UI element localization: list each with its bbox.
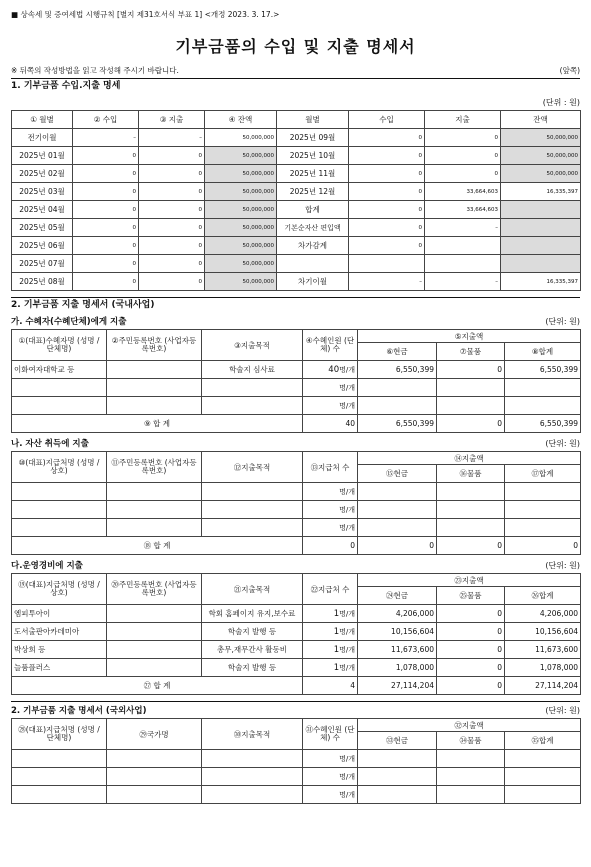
- table-cell: –: [425, 273, 501, 291]
- table-cell: 1,078,000: [505, 659, 581, 677]
- count-unit: 명/개: [339, 663, 355, 672]
- table-cell: [505, 379, 581, 397]
- table-cell: [303, 483, 358, 501]
- table-cell: 2025년 03월: [12, 183, 73, 201]
- table-cell: 0: [349, 201, 425, 219]
- income-expense-body: [12, 129, 581, 291]
- table-cell: 0: [73, 165, 139, 183]
- table-cell: 50,000,000: [205, 201, 277, 219]
- table-cell: 2025년 12월: [277, 183, 349, 201]
- table-cell: 총무,재무간사 활동비: [202, 641, 303, 659]
- table-cell: 0: [139, 183, 205, 201]
- subsection-da-unit: (단위: 원): [545, 560, 580, 570]
- count-unit: 명/개: [339, 627, 355, 636]
- table-cell: 16,335,397: [501, 273, 581, 291]
- table-cell: [303, 623, 358, 641]
- table-cell: [12, 501, 107, 519]
- table-cell: [358, 379, 437, 397]
- table-cell: [303, 379, 358, 397]
- table-cell: 0: [425, 129, 501, 147]
- section-1-title: 1. 기부금품 수입.지출 명세: [11, 78, 580, 94]
- table-cell: 11,673,600: [505, 641, 581, 659]
- table-cell: [501, 255, 581, 273]
- table-cell: 학술지 발행 등: [202, 623, 303, 641]
- header-cell: ㉟합계: [505, 732, 581, 750]
- table-cell: 합계: [277, 201, 349, 219]
- count-value: 1: [333, 662, 340, 673]
- table-cell: [437, 379, 505, 397]
- table-cell: 0: [349, 129, 425, 147]
- table-cell: 0: [349, 183, 425, 201]
- header-cell: ② 수입: [73, 111, 139, 129]
- table-cell: [349, 255, 425, 273]
- count-value: 1: [333, 608, 340, 619]
- table-row: [12, 786, 581, 804]
- header-cell: ㉛수혜인원 (단체) 수: [303, 719, 358, 750]
- table-cell: 학술지 심사료: [202, 361, 303, 379]
- table-cell: [12, 483, 107, 501]
- table-cell: 0: [349, 147, 425, 165]
- count-unit: 명/개: [339, 383, 355, 392]
- table-cell: [202, 768, 303, 786]
- table-cell: 0: [139, 219, 205, 237]
- table-row: [12, 379, 581, 397]
- table-cell: 2025년 06월: [12, 237, 73, 255]
- count-unit: 명/개: [339, 645, 355, 654]
- table-cell: 0: [73, 237, 139, 255]
- table-cell: 2025년 09월: [277, 129, 349, 147]
- table-cell: 2025년 10월: [277, 147, 349, 165]
- header-cell: ⑫지출목적: [202, 452, 303, 483]
- table-cell: 이화여자대학교 등: [12, 361, 107, 379]
- sum-label: ⑨ 합 계: [12, 415, 303, 433]
- table-row: [12, 768, 581, 786]
- header-cell: ⑩(대표)지급처명 (성명 / 상호): [12, 452, 107, 483]
- table-row: [12, 147, 581, 165]
- table-row: [12, 659, 581, 677]
- table-cell: [437, 397, 505, 415]
- count-unit: 명/개: [339, 772, 355, 781]
- section-1-unit: (단위 : 원): [542, 97, 580, 107]
- header-cell: ⑰합계: [505, 465, 581, 483]
- table-cell: [505, 501, 581, 519]
- table-cell: 0: [349, 165, 425, 183]
- sum-count: 4: [303, 677, 358, 695]
- section-3-title: 2. 기부금품 지출 명세서 (국외사업): [11, 706, 147, 716]
- header-cell: ㉞물품: [437, 732, 505, 750]
- table-cell: 6,550,399: [505, 361, 581, 379]
- table-cell: 0: [73, 273, 139, 291]
- page-title: 기부금품의 수입 및 지출 명세서: [175, 37, 416, 56]
- table-cell: [505, 750, 581, 768]
- header-cell: ㉑지출목적: [202, 574, 303, 605]
- table-cell: 기본순자산 편입액: [277, 219, 349, 237]
- sum-goods: 0: [437, 677, 505, 695]
- table-cell: [202, 483, 303, 501]
- table-cell: 0: [139, 255, 205, 273]
- header-cell: ⑬지급처 수: [303, 452, 358, 483]
- table-cell: [437, 750, 505, 768]
- table-cell: [505, 768, 581, 786]
- table-cell: 4,206,000: [358, 605, 437, 623]
- table-cell: 0: [139, 201, 205, 219]
- table-cell: 학술지 발행 등: [202, 659, 303, 677]
- table-cell: 0: [437, 659, 505, 677]
- table-cell: 박상희 등: [12, 641, 107, 659]
- table-cell: [437, 786, 505, 804]
- table-cell: [358, 483, 437, 501]
- table-cell: 0: [437, 623, 505, 641]
- table-cell: [202, 750, 303, 768]
- table-cell: 0: [425, 165, 501, 183]
- table-cell: 차기이월: [277, 273, 349, 291]
- sum-count: 0: [303, 537, 358, 555]
- header-cell: ㉝현금: [358, 732, 437, 750]
- sum-label: ⑱ 합 계: [12, 537, 303, 555]
- table-cell: 50,000,000: [205, 219, 277, 237]
- table-cell: 2025년 08월: [12, 273, 73, 291]
- subsection-na-title: 나. 자산 취득에 지출: [11, 439, 89, 449]
- table-cell: 4,206,000: [505, 605, 581, 623]
- table-cell: –: [349, 273, 425, 291]
- table-cell: [505, 483, 581, 501]
- table-cell: 50,000,000: [205, 147, 277, 165]
- table-cell: [303, 659, 358, 677]
- table-cell: [425, 237, 501, 255]
- count-unit: 명/개: [339, 790, 355, 799]
- count-value: 1: [333, 626, 340, 637]
- table-cell: 10,156,604: [505, 623, 581, 641]
- table-cell: 차가감계: [277, 237, 349, 255]
- table-cell: 50,000,000: [205, 165, 277, 183]
- sum-total: 0: [505, 537, 581, 555]
- table-row: [12, 605, 581, 623]
- header-cell: ㉖합계: [505, 587, 581, 605]
- section-2-title: 2. 기부금품 지출 명세서 (국내사업): [11, 297, 580, 313]
- table-cell: [303, 519, 358, 537]
- table-row: [12, 201, 581, 219]
- table-cell: 2025년 05월: [12, 219, 73, 237]
- table-cell: 전기이월: [12, 129, 73, 147]
- sum-goods: 0: [437, 537, 505, 555]
- table-row: [12, 750, 581, 768]
- table-row: [12, 641, 581, 659]
- header-cell: ㉕물품: [437, 587, 505, 605]
- count-unit: 명/개: [339, 365, 355, 374]
- table-cell: 0: [437, 641, 505, 659]
- sum-cash: 6,550,399: [358, 415, 437, 433]
- table-cell: [202, 379, 303, 397]
- table-cell: 0: [139, 237, 205, 255]
- table-row: [12, 255, 581, 273]
- table-cell: 0: [349, 219, 425, 237]
- table-cell: 50,000,000: [205, 273, 277, 291]
- subsection-na-unit: (단위: 원): [545, 438, 580, 448]
- table-cell: 50,000,000: [501, 147, 581, 165]
- header-cell: ① 월별: [12, 111, 73, 129]
- table-cell: [303, 768, 358, 786]
- header-cell: ④수혜인원 (단체) 수: [303, 330, 358, 361]
- sum-count: 40: [303, 415, 358, 433]
- table-cell: [12, 379, 107, 397]
- table-cell: [437, 483, 505, 501]
- table-cell: [107, 605, 202, 623]
- subsection-da-title: 다.운영경비에 지출: [11, 561, 83, 571]
- table-cell: 33,664,603: [425, 201, 501, 219]
- table-row: [12, 483, 581, 501]
- table-cell: 50,000,000: [501, 129, 581, 147]
- count-unit: 명/개: [339, 505, 355, 514]
- operating-expense-table: [11, 573, 581, 695]
- table-cell: [505, 519, 581, 537]
- table-cell: [202, 519, 303, 537]
- table-cell: [107, 501, 202, 519]
- header-cell: ㉘(대표)지급처명 (성명 / 단체명): [12, 719, 107, 750]
- table-cell: 0: [73, 201, 139, 219]
- table-cell: 0: [437, 605, 505, 623]
- table-cell: 0: [73, 147, 139, 165]
- table-cell: 2025년 11월: [277, 165, 349, 183]
- table-cell: [107, 379, 202, 397]
- table-cell: [437, 501, 505, 519]
- sum-total: 6,550,399: [505, 415, 581, 433]
- table-cell: [107, 768, 202, 786]
- count-value: 40: [328, 364, 340, 375]
- asset-table: [11, 451, 581, 555]
- table-cell: [277, 255, 349, 273]
- income-expense-header: [12, 111, 581, 129]
- table-cell: 학회 홈페이지 유지,보수료: [202, 605, 303, 623]
- header-cell: ⑭지출액: [358, 452, 581, 465]
- table-cell: 도서출판아카데미아: [12, 623, 107, 641]
- table-cell: [303, 397, 358, 415]
- table-cell: 10,156,604: [358, 623, 437, 641]
- table-cell: [505, 786, 581, 804]
- table-cell: [12, 768, 107, 786]
- section-3-unit: (단위: 원): [545, 705, 580, 715]
- header-cell: ⑧합계: [505, 343, 581, 361]
- form-page: [11, 10, 580, 804]
- header-cell: ④ 잔액: [205, 111, 277, 129]
- table-cell: [107, 750, 202, 768]
- sum-goods: 0: [437, 415, 505, 433]
- table-cell: [501, 219, 581, 237]
- table-cell: 2025년 04월: [12, 201, 73, 219]
- table-cell: [358, 786, 437, 804]
- overseas-table: [11, 718, 581, 804]
- table-cell: [107, 641, 202, 659]
- header-cell: ⑳주민등록번호 (사업자등록번호): [107, 574, 202, 605]
- header-cell: ③ 지출: [139, 111, 205, 129]
- table-cell: [107, 519, 202, 537]
- table-cell: [425, 255, 501, 273]
- table-cell: [303, 750, 358, 768]
- sum-row: [12, 537, 581, 555]
- table-row: [12, 501, 581, 519]
- table-row: [12, 397, 581, 415]
- table-cell: 50,000,000: [205, 255, 277, 273]
- table-cell: –: [73, 129, 139, 147]
- table-row: [12, 237, 581, 255]
- header-cell: ⑦물품: [437, 343, 505, 361]
- table-cell: 2025년 01월: [12, 147, 73, 165]
- notice-row: [11, 64, 580, 78]
- header-cell: ②주민등록번호 (사업자등록번호): [107, 330, 202, 361]
- header-cell: ㉒지급처 수: [303, 574, 358, 605]
- header-cell: ③지출목적: [202, 330, 303, 361]
- header-cell: ㉓지출액: [358, 574, 581, 587]
- table-cell: [437, 768, 505, 786]
- table-cell: 0: [139, 165, 205, 183]
- table-row: [12, 361, 581, 379]
- table-cell: [107, 483, 202, 501]
- table-cell: 0: [73, 255, 139, 273]
- table-row: [12, 129, 581, 147]
- sum-label: ㉗ 합 계: [12, 677, 303, 695]
- table-cell: [358, 750, 437, 768]
- header-cell: ㉔현금: [358, 587, 437, 605]
- header-cell: ⑤지출액: [358, 330, 581, 343]
- table-cell: 50,000,000: [205, 129, 277, 147]
- table-cell: 0: [425, 147, 501, 165]
- table-cell: [12, 786, 107, 804]
- table-cell: 6,550,399: [358, 361, 437, 379]
- header-cell: ㉜지출액: [358, 719, 581, 732]
- table-cell: 2025년 02월: [12, 165, 73, 183]
- header-cell: ⑲(대표)지급처명 (성명 / 상호): [12, 574, 107, 605]
- sum-total: 27,114,204: [505, 677, 581, 695]
- count-unit: 명/개: [339, 487, 355, 496]
- table-cell: [107, 623, 202, 641]
- table-cell: [202, 397, 303, 415]
- table-cell: [107, 397, 202, 415]
- table-cell: 16,335,397: [501, 183, 581, 201]
- table-cell: 엠피투아이: [12, 605, 107, 623]
- sum-row: [12, 415, 581, 433]
- table-cell: [107, 361, 202, 379]
- header-cell: 지출: [425, 111, 501, 129]
- page-side-label: (앞쪽): [559, 66, 580, 75]
- table-cell: [501, 237, 581, 255]
- header-cell: ⑪주민등록번호 (사업자등록번호): [107, 452, 202, 483]
- table-cell: 1,078,000: [358, 659, 437, 677]
- header-cell: ㉙국가명: [107, 719, 202, 750]
- table-cell: –: [139, 129, 205, 147]
- table-cell: 0: [139, 147, 205, 165]
- subsection-ga-title: 가. 수혜자(수혜단체)에게 지출: [11, 317, 127, 327]
- table-cell: [202, 786, 303, 804]
- beneficiary-table: [11, 329, 581, 433]
- count-unit: 명/개: [339, 523, 355, 532]
- table-row: [12, 273, 581, 291]
- table-cell: 50,000,000: [205, 183, 277, 201]
- table-cell: [303, 501, 358, 519]
- header-cell: ①(대표)수혜자명 (성명 / 단체명): [12, 330, 107, 361]
- table-row: [12, 519, 581, 537]
- table-cell: 50,000,000: [501, 165, 581, 183]
- count-unit: 명/개: [339, 754, 355, 763]
- table-cell: [12, 397, 107, 415]
- sum-cash: 0: [358, 537, 437, 555]
- count-unit: 명/개: [339, 401, 355, 410]
- table-cell: [358, 768, 437, 786]
- subsection-ga-unit: (단위: 원): [545, 316, 580, 326]
- table-cell: [303, 361, 358, 379]
- table-cell: [303, 641, 358, 659]
- table-cell: [303, 605, 358, 623]
- table-row: [12, 183, 581, 201]
- table-cell: [107, 786, 202, 804]
- table-cell: [202, 501, 303, 519]
- table-cell: 50,000,000: [205, 237, 277, 255]
- table-row: [12, 623, 581, 641]
- count-unit: 명/개: [339, 609, 355, 618]
- table-cell: 0: [73, 219, 139, 237]
- table-cell: 11,673,600: [358, 641, 437, 659]
- table-cell: 0: [139, 273, 205, 291]
- form-header-note: ■ 상속세 및 증여세법 시행규칙 [별지 제31호서식 부표 1] <개정 2023. 3. 17.>: [11, 10, 280, 19]
- table-cell: [501, 201, 581, 219]
- table-cell: [505, 397, 581, 415]
- table-cell: [303, 786, 358, 804]
- table-cell: [107, 659, 202, 677]
- notice-text: ※ 뒤쪽의 작성방법을 읽고 작성해 주시기 바랍니다.: [11, 66, 179, 75]
- header-cell: ⑮현금: [358, 465, 437, 483]
- table-cell: [358, 501, 437, 519]
- header-cell: ㉚지출목적: [202, 719, 303, 750]
- header-cell: ⑥현금: [358, 343, 437, 361]
- table-cell: 33,664,603: [425, 183, 501, 201]
- table-cell: [437, 519, 505, 537]
- count-value: 1: [333, 644, 340, 655]
- table-row: [12, 165, 581, 183]
- table-cell: [358, 397, 437, 415]
- header-cell: 수입: [349, 111, 425, 129]
- table-cell: [12, 519, 107, 537]
- income-expense-table: [11, 110, 581, 291]
- table-cell: [12, 750, 107, 768]
- table-cell: 0: [437, 361, 505, 379]
- sum-cash: 27,114,204: [358, 677, 437, 695]
- table-cell: 2025년 07월: [12, 255, 73, 273]
- table-row: [12, 219, 581, 237]
- table-cell: 0: [349, 237, 425, 255]
- table-cell: –: [425, 219, 501, 237]
- table-cell: 늘품플러스: [12, 659, 107, 677]
- table-cell: 0: [73, 183, 139, 201]
- table-cell: [358, 519, 437, 537]
- header-cell: 잔액: [501, 111, 581, 129]
- header-cell: 월별: [277, 111, 349, 129]
- sum-row: [12, 677, 581, 695]
- header-cell: ⑯물품: [437, 465, 505, 483]
